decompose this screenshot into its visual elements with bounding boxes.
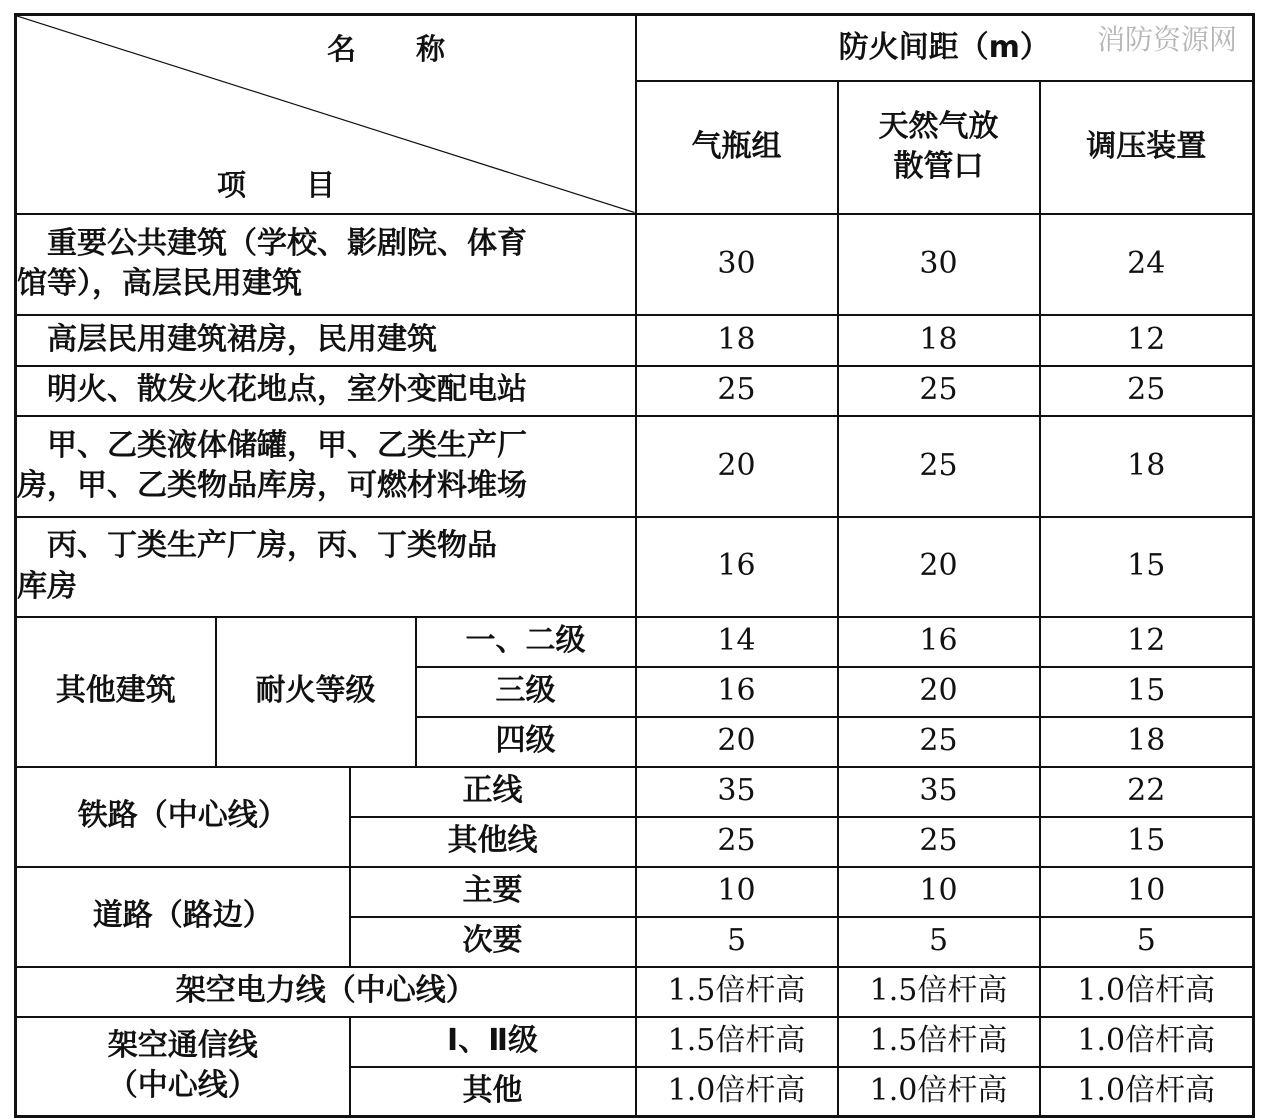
table-cell: 15 [1040, 667, 1254, 717]
col-header-cylinder-group: 气瓶组 [636, 81, 838, 214]
header-row-1 [16, 15, 1254, 81]
sub-label: 其他线 [350, 817, 636, 867]
table-cell: 30 [636, 214, 838, 315]
table-cell: 25 [838, 717, 1040, 767]
table-cell: 25 [838, 817, 1040, 867]
table-cell: 18 [1040, 717, 1254, 767]
table-cell: 20 [838, 517, 1040, 617]
header-item-label [217, 166, 335, 205]
row-label-road: 道路（路边） [16, 867, 350, 967]
table-row [16, 967, 1254, 1017]
table-cell: 16 [636, 667, 838, 717]
table-cell: 18 [1040, 416, 1254, 517]
table-cell: 1.0倍杆高 [1040, 1017, 1254, 1067]
table-cell: 5 [838, 917, 1040, 967]
table-row [16, 517, 1254, 617]
row-label-power-line: 架空电力线（中心线） [16, 967, 636, 1017]
table-cell: 1.0倍杆高 [1040, 1067, 1254, 1117]
row-label-public-buildings: 重要公共建筑（学校、影剧院、体育 馆等），高层民用建筑 [16, 214, 636, 315]
sub-label: 主要 [350, 867, 636, 917]
col-header-gas-vent-line2: 散管口 [893, 149, 984, 184]
table-cell: 12 [1040, 617, 1254, 667]
row-label-class-ab: 甲、乙类液体储罐，甲、乙类生产厂 房，甲、乙类物品库房，可燃材料堆场 [16, 416, 636, 517]
table-row [16, 366, 1254, 416]
telecom-label-line2: （中心线） [107, 1068, 258, 1104]
table-cell: 5 [636, 917, 838, 967]
col-header-regulator: 调压装置 [1040, 81, 1254, 214]
table-cell: 24 [1040, 214, 1254, 315]
table-cell: 1.5倍杆高 [838, 967, 1040, 1017]
grade-label: 四级 [416, 717, 636, 767]
sub-label: 其他 [350, 1067, 636, 1117]
table-cell: 20 [838, 667, 1040, 717]
sub-label: 正线 [350, 767, 636, 817]
header-diagonal-cell [16, 15, 636, 214]
col-header-gas-vent-line1: 天然气放 [878, 108, 999, 144]
table-cell: 10 [1040, 867, 1254, 917]
table-row [16, 416, 1254, 517]
sub-label: 次要 [350, 917, 636, 967]
table-cell: 1.5倍杆高 [838, 1017, 1040, 1067]
table-cell: 1.0倍杆高 [1040, 967, 1254, 1017]
item-char-2: 目 [306, 168, 336, 202]
row-label-telecom [16, 1017, 350, 1117]
table-cell: 10 [838, 867, 1040, 917]
table-cell: 16 [636, 517, 838, 617]
telecom-label-line1: 架空通信线 [107, 1027, 258, 1063]
table-cell: 1.5倍杆高 [636, 967, 838, 1017]
header-name-label [327, 30, 445, 69]
table-cell: 22 [1040, 767, 1254, 817]
table-cell: 5 [1040, 917, 1254, 967]
watermark-text: 消防资源网 [1097, 23, 1238, 56]
row-label-civil-annex: 高层民用建筑裙房，民用建筑 [16, 315, 636, 366]
table-cell: 25 [636, 817, 838, 867]
table-cell: 25 [838, 366, 1040, 416]
table-cell: 1.0倍杆高 [636, 1067, 838, 1117]
table-row [16, 1017, 1254, 1067]
table-row [16, 867, 1254, 917]
header-group-title: 防火间距（m） [636, 15, 1254, 81]
item-char-1: 项 [217, 168, 247, 202]
table-cell: 30 [838, 214, 1040, 315]
table-cell: 35 [636, 767, 838, 817]
table-cell: 1.5倍杆高 [636, 1017, 838, 1067]
table-cell: 14 [636, 617, 838, 667]
table-cell: 1.0倍杆高 [838, 1067, 1040, 1117]
table-cell: 16 [838, 617, 1040, 667]
row-label-other-buildings: 其他建筑 [16, 617, 216, 767]
table-row [16, 617, 1254, 667]
fire-distance-table [14, 13, 1255, 1118]
table-row [16, 767, 1254, 817]
row-label-class-cd: 丙、丁类生产厂房，丙、丁类物品 库房 [16, 517, 636, 617]
row-label-fire-rating: 耐火等级 [216, 617, 416, 767]
table-cell: 25 [1040, 366, 1254, 416]
grade-label: 三级 [416, 667, 636, 717]
table-cell: 18 [636, 315, 838, 366]
table-cell: 15 [1040, 817, 1254, 867]
col-header-gas-vent [838, 81, 1040, 214]
grade-label: 一、二级 [416, 617, 636, 667]
sub-label: Ⅰ、Ⅱ级 [350, 1017, 636, 1067]
table-cell: 20 [636, 717, 838, 767]
table-cell: 15 [1040, 517, 1254, 617]
table-cell: 10 [636, 867, 838, 917]
table-cell: 12 [1040, 315, 1254, 366]
name-char-2: 称 [416, 32, 446, 66]
table-cell: 25 [636, 366, 838, 416]
table-cell: 18 [838, 315, 1040, 366]
table-cell: 25 [838, 416, 1040, 517]
table-row [16, 214, 1254, 315]
table-row [16, 315, 1254, 366]
row-label-railway: 铁路（中心线） [16, 767, 350, 867]
table-cell: 35 [838, 767, 1040, 817]
table-cell: 20 [636, 416, 838, 517]
name-char-1: 名 [327, 32, 357, 66]
row-label-open-fire: 明火、散发火花地点，室外变配电站 [16, 366, 636, 416]
